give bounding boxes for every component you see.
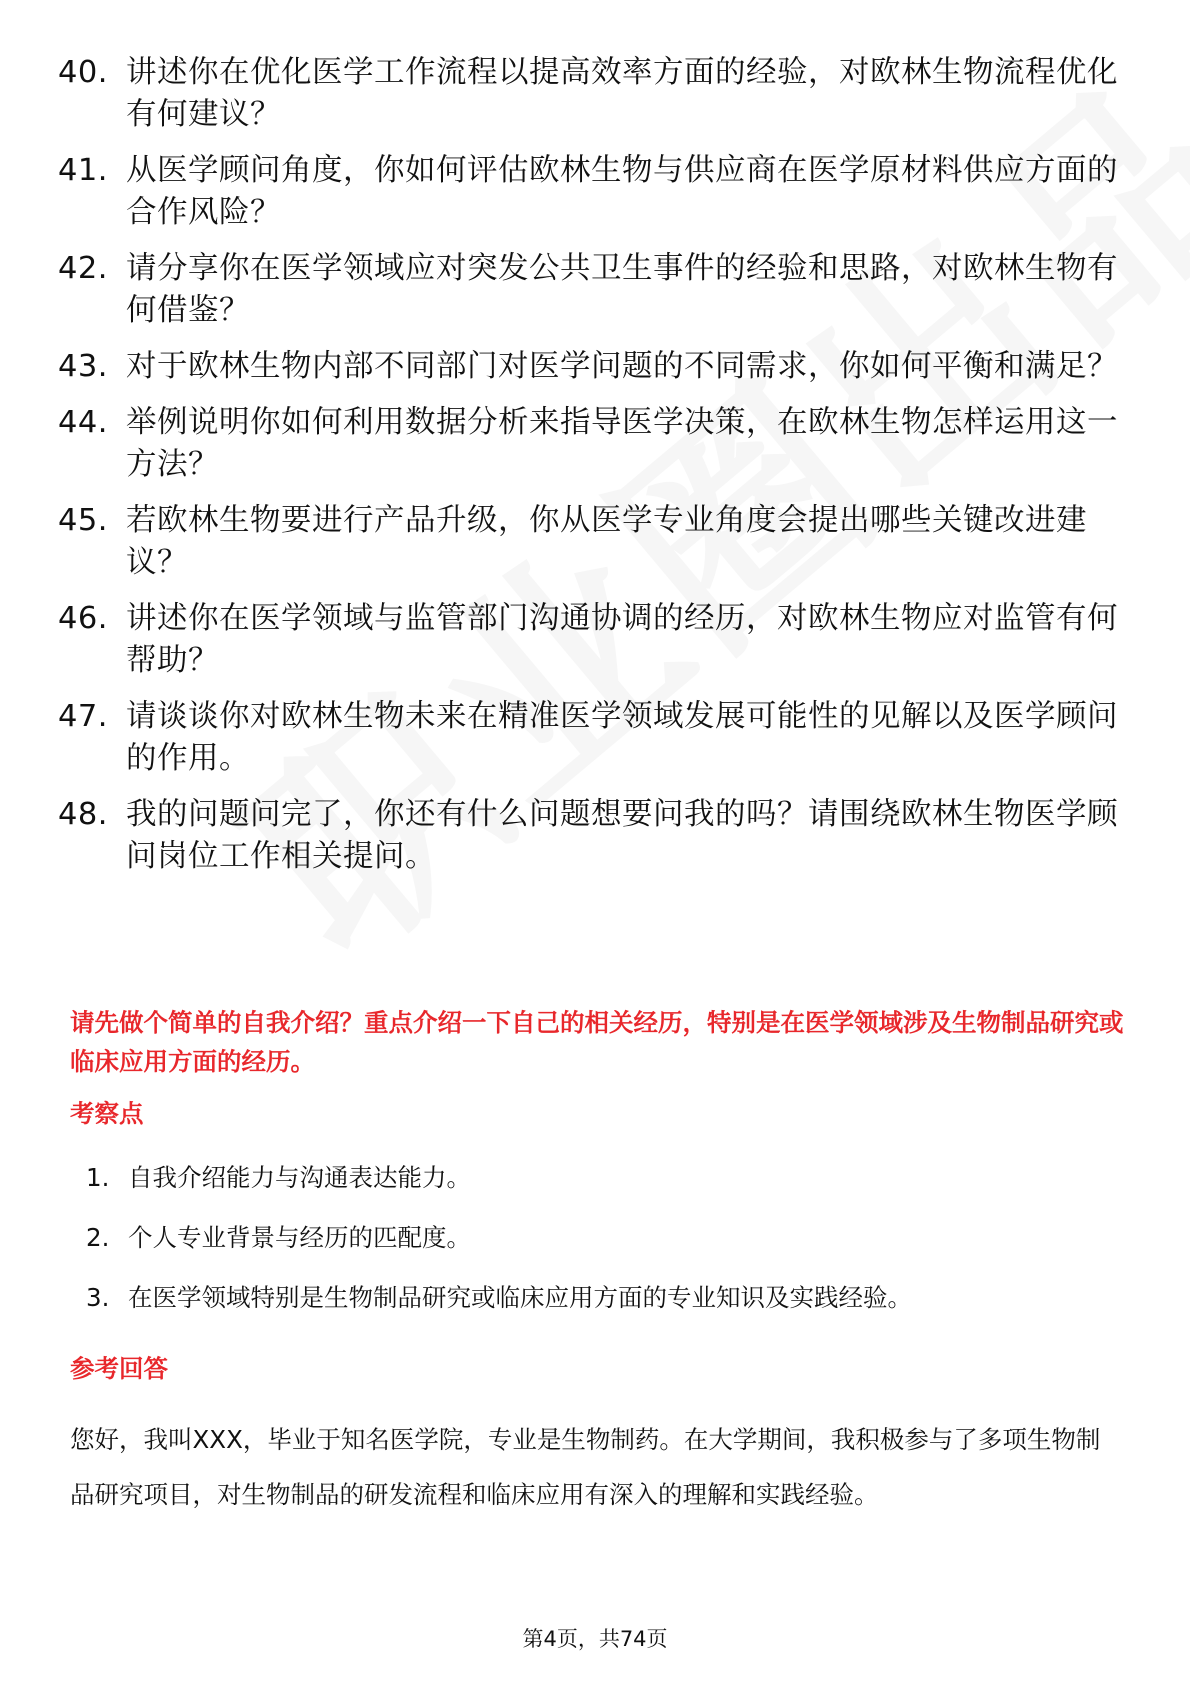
exam-point-number: 1. <box>86 1163 110 1192</box>
question-number: 42. <box>58 251 109 286</box>
question-item <box>58 402 1118 486</box>
question-text: 举例说明你如何利用数据分析来指导医学决策，在欧林生物怎样运用这一方法？ <box>126 405 1118 482</box>
exam-points-heading: 考察点 <box>70 1099 144 1128</box>
exam-points-list <box>86 1161 912 1341</box>
question-number: 43. <box>58 349 109 384</box>
question-text: 讲述你在医学领域与监管部门沟通协调的经历，对欧林生物应对监管有何帮助？ <box>126 601 1118 678</box>
question-number: 40. <box>58 55 109 90</box>
page-footer: 第4页，共74页 <box>522 1627 668 1651</box>
question-item <box>58 346 1118 388</box>
reference-answer-heading: 参考回答 <box>70 1354 168 1383</box>
question-item <box>58 500 1118 584</box>
question-text: 请谈谈你对欧林生物未来在精准医学领域发展可能性的见解以及医学顾问的作用。 <box>126 699 1118 776</box>
exam-point-item <box>86 1221 912 1255</box>
question-number: 45. <box>58 503 109 538</box>
question-text: 讲述你在优化医学工作流程以提高效率方面的经验，对欧林生物流程优化有何建议？ <box>126 55 1118 132</box>
question-text: 我的问题问完了，你还有什么问题想要问我的吗？请围绕欧林生物医学顾问岗位工作相关提问。 <box>126 797 1118 874</box>
exam-point-number: 3. <box>86 1283 110 1312</box>
question-text: 若欧林生物要进行产品升级，你从医学专业角度会提出哪些关键改进建议？ <box>126 503 1087 580</box>
question-number: 44. <box>58 405 109 440</box>
exam-point-text: 自我介绍能力与沟通表达能力。 <box>128 1163 471 1192</box>
question-number: 46. <box>58 601 109 636</box>
exam-point-text: 在医学领域特别是生物制品研究或临床应用方面的专业知识及实践经验。 <box>128 1283 912 1312</box>
question-item <box>58 696 1118 780</box>
question-text: 对于欧林生物内部不同部门对医学问题的不同需求，你如何平衡和满足？ <box>126 349 1118 384</box>
question-text: 请分享你在医学领域应对突发公共卫生事件的经验和思路，对欧林生物有何借鉴？ <box>126 251 1118 328</box>
question-item <box>58 150 1118 234</box>
question-item <box>58 248 1118 332</box>
question-number: 41. <box>58 153 109 188</box>
exam-point-item <box>86 1281 912 1315</box>
exam-point-item <box>86 1161 912 1195</box>
highlight-question: 请先做个简单的自我介绍？重点介绍一下自己的相关经历，特别是在医学领域涉及生物制品研究或临床应用方面的经历。 <box>70 1008 1124 1076</box>
question-list <box>58 52 1118 892</box>
question-text: 从医学顾问角度，你如何评估欧林生物与供应商在医学原材料供应方面的合作风险？ <box>126 153 1118 230</box>
exam-point-number: 2. <box>86 1223 110 1252</box>
question-item <box>58 598 1118 682</box>
question-item <box>58 52 1118 136</box>
question-item <box>58 794 1118 878</box>
question-number: 48. <box>58 797 109 832</box>
exam-point-text: 个人专业背景与经历的匹配度。 <box>128 1223 471 1252</box>
reference-answer-text: 您好，我叫XXX，毕业于知名医学院，专业是生物制药。在大学期间，我积极参与了多项生物制品研究项目，对生物制品的研发流程和临床应用有深入的理解和实践经验。 <box>70 1425 1101 1509</box>
question-number: 47. <box>58 699 109 734</box>
